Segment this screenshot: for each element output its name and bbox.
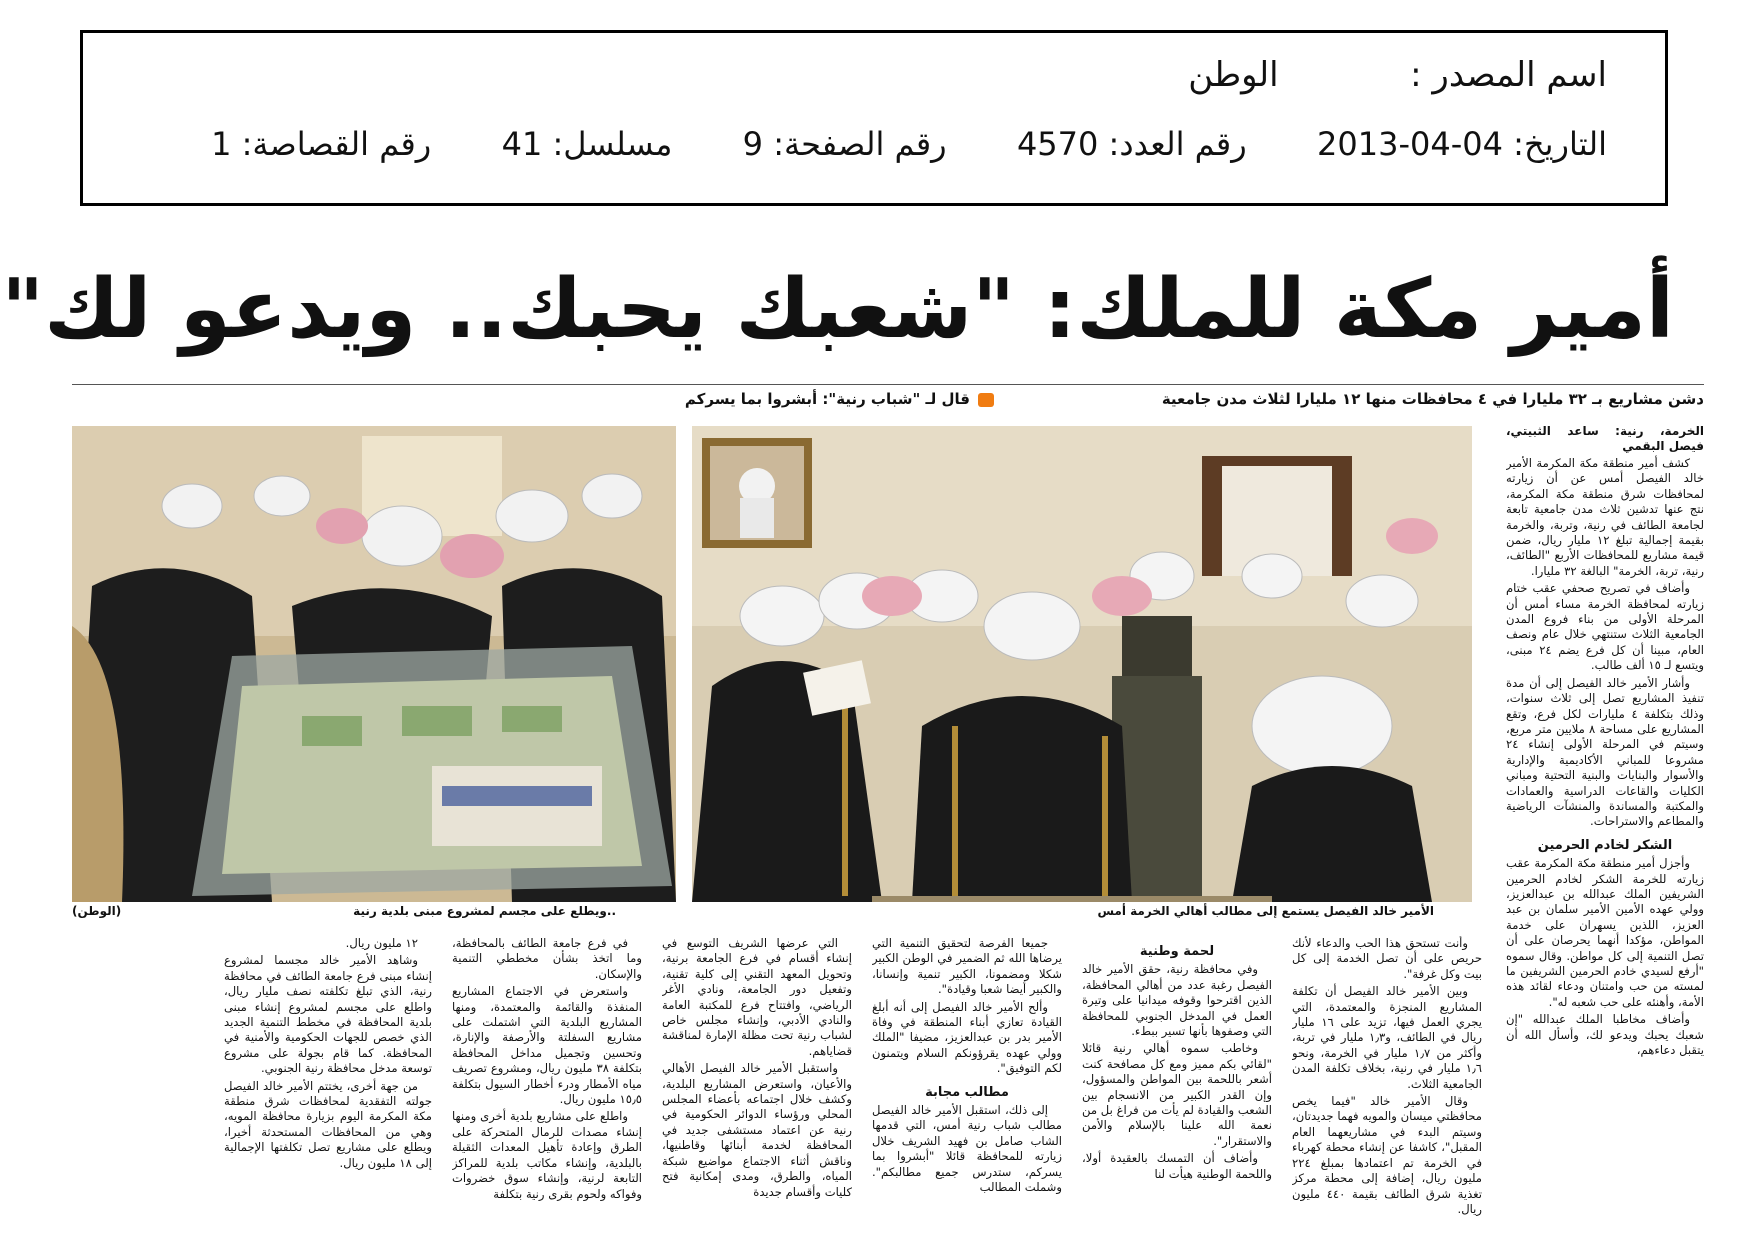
col4-para-1: جميعا الفرصة لتحقيق التنمية التي يرضاها الله ثم الضمير في الوطن الكبير شكلا ومضمونا، الكبير تنمية وإنسانا، والكبير أيضا شعبا وقيادة". — [872, 936, 1062, 997]
subhead-main: دشن مشاريع بـ ٣٢ مليارا في ٤ محافظات منها ١٢ مليارا لثلاث مدن جامعية — [1161, 390, 1704, 408]
page-field: رقم الصفحة: 9 — [742, 125, 947, 163]
caption-left-photo: ..ويطلع على مجسم لمشروع مبنى بلدية رنية — [353, 904, 616, 918]
col1-para-3: وأشار الأمير خالد الفيصل إلى أن مدة تنفيذ المشاريع تصل إلى ثلاث سنوات، وذلك بتكلفة ٤ مليارات لكل فرع، وتقع المشاريع على مساحة ٨ ملايين متر مربع، وسيتم في المرحلة الأولى إنشاء ٢٤ مشروعا للمباني الأكاديمية والإدارية والأسوار والبنايات والبنية التحتية ومباني الكليات والقاعات الدراسية والعمادات والمكتبة والمساندة والمنشآت الرياضية والمطاعم والاستراحات. — [1506, 675, 1704, 829]
photo-meeting-khurmah — [692, 426, 1472, 902]
clipping-field: رقم القصاصة: 1 — [211, 125, 432, 163]
caption-right-photo: الأمير خالد الفيصل يستمع إلى مطالب أهالي الخرمة أمس — [1097, 904, 1434, 918]
top-rule — [72, 384, 1704, 385]
article-column-2 — [1292, 936, 1482, 1226]
col4-para-2: وألح الأمير خالد الفيصل إلى أنه أبلغ القيادة تعازي أبناء المنطقة في وفاة الأمير بدر بن عبدالعزيز، مضيفا "الملك وولي عهده يقرؤونكم السلام ويتمنون لكم التوفيق". — [872, 999, 1062, 1076]
col3-para-2: وخاطب سموه أهالي رنية قائلا "لقائي بكم مميز ومع كل مصافحة كنت أشعر باللحمة بين المواطن والمسؤول، وإن القدر الكبير من الانسجام بين الشعب والقيادة لم يأت من فراغ بل من نعمة الله علينا بالإسلام والأمن والاستقرار". — [1082, 1041, 1272, 1148]
photo-model-illustration — [72, 426, 676, 902]
col1-para-2: وأضاف في تصريح صحفي عقب ختام زيارته لمحافظة الخرمة مساء أمس أن المرحلة الأولى من بناء فروع المدن الجامعية الثلاث ستنتهي خلال عام ونصف العام، مبينا أن كل فرع يضم ٢٤ مبنى، ويتسع لـ ١٥ ألف طالب. — [1506, 581, 1704, 673]
col6-para-1: في فرع جامعة الطائف بالمحافظة، وما اتخذ بشأن مخططي التنمية والإسكان. — [452, 936, 642, 981]
source-value: الوطن — [1188, 55, 1279, 95]
col3-subheading: لحمة وطنية — [1139, 944, 1215, 959]
photo-meeting-illustration — [692, 426, 1472, 902]
photo-municipality-model — [72, 426, 676, 902]
byline: الخرمة، رنية: ساعد الثبيتي، فيصل البقمي — [1506, 424, 1704, 453]
col5-para-2: واستقبل الأمير خالد الفيصل الأهالي والأعيان، واستعرض المشاريع البلدية، وكشف خلال اجتماعه بأعضاء المجلس المحلي ورؤساء الدوائر الحكومية في رنية عن اعتماد مستشفى جديد في المحافظة لخدمة أبنائها وقاطنيها، وناقش أثناء الاجتماع مواضيع شبكة المياه، والطرق، ومدى إمكانية فتح كليات وأقسام جديدة — [662, 1061, 852, 1199]
col1-subheading: الشكر لخادم الحرمين — [1537, 837, 1673, 853]
col5-para-1: التي عرضها الشريف التوسع في إنشاء أقسام في فرع الجامعة برنية، وتحويل المعهد التقني إلى كلية تقنية، وتفعيل دور الجامعة، ونادي الأغر الرياضي، وافتتاح فرع للمكتبة العامة والنادي الأدبي، وإنشاء مجلس خاص لشباب رنية تحت مظلة الإمارة لمناقشة قضاياهم. — [662, 936, 852, 1058]
col2-para-3: وقال الأمير خالد "فيما يخص محافظتي ميسان والمويه فهما جديدتان، وسيتم البدء في مشاريعهما العام المقبل"، كاشفا عن إنشاء محطة كهرباء في الخرمة تم اعتمادها بمبلغ ٢٢٤ مليون ريال، إضافة إلى محطة مركز تغذية شرق الطائف بقيمة ٤٤٠ مليون ريال. — [1292, 1094, 1482, 1216]
article-column-7 — [224, 936, 432, 1226]
col7-para-2: وشاهد الأمير خالد مجسما لمشروع إنشاء مبنى فرع جامعة الطائف في محافظة رنية، الذي تبلغ تكلفته نصف مليار ريال، واطلع على مجسم لمشروع إنشاء مبنى بلدية المحافظة في مخطط التنمية الجديد الذي خصص للجهات الحكومية والأمنية في المحافظة. كما قام بجولة على مشروع توسعة مدخل محافظة رنية الجنوبي. — [224, 953, 432, 1076]
article-headline: أمير مكة للملك: "شعبك يحبك.. ويدعو لك" — [1, 262, 1674, 357]
source-label: اسم المصدر : — [1410, 55, 1607, 95]
serial-field: مسلسل: 41 — [501, 125, 673, 163]
col7-para-3: من جهة أخرى، يختتم الأمير خالد الفيصل جولته التفقدية لمحافظات شرق منطقة مكة المكرمة اليوم بزيارة محافظة المويه، وهي من المحافظات المستحدثة أخيرا، ويطلع على مشاريع تصل تكلفتها الإجمالية إلى ١٨ مليون ريال. — [224, 1078, 432, 1170]
issue-field: رقم العدد: 4570 — [1016, 125, 1247, 163]
col4b-para-1: إلى ذلك، استقبل الأمير خالد الفيصل مطالب شباب رنية أمس، التي قدمها الشاب صامل بن فهيد الشريف خلال زيارته للمحافظة قائلا "أبشروا بما يسركم، ستدرس جميع مطالبكم". وشملت المطالب — [872, 1103, 1062, 1195]
article-column-1 — [1506, 424, 1704, 1224]
col1b-para-2: وأضاف مخاطبا الملك عبدالله "إن شعبك يحبك ويدعو لك، وأسأل الله أن يتقبل دعاءهم، — [1506, 1012, 1704, 1058]
article-column-6 — [452, 936, 642, 1226]
col3-para-1: وفي محافظة رنية، حقق الأمير خالد الفيصل رغبة عدد من أهالي المحافظة، الذين اقترحوا وقوفه ميدانيا على وتيرة العمل في المدخل الجنوبي للمحافظة التي وصفوها بأنها تسير ببطء. — [1082, 962, 1272, 1039]
col1b-para-1: وأجزل أمير منطقة مكة المكرمة عقب زيارته للخرمة الشكر لخادم الحرمين الشريفين الملك عبدالله بن عبدالعزيز، وولي عهده الأمين الأمير سلمان بن عبد العزيز، اللذين يسهران على خدمة المواطن، مؤكدا أنهما يحرصان على أن تصل التنمية إلى كل مواطن. وقال سموه "أرفع لسيدي خادم الحرمين الشريفين ما لمسته من حب وامتنان ودعاء لقائد هذه الأمة، وأهنئه على حب شعبه له". — [1506, 856, 1704, 1009]
orange-bullet-icon — [978, 393, 994, 407]
col1-para-1: كشف أمير منطقة مكة المكرمة الأمير خالد الفيصل أمس عن أن زيارته لمحافظات شرق منطقة مكة المكرمة، نتج عنها تدشين ثلاث مدن جامعية تابعة لجامعة الطائف في رنية، وتربة، والخرمة بقيمة إجمالية تبلغ ١٢ مليار ريال، ضمن قيمة مشاريع للمحافظات الأربع "الطائف، رنية، تربة، الخرمة" البالغة ٣٢ مليارا. — [1506, 456, 1704, 578]
article-column-5 — [662, 936, 852, 1226]
col4-subheading: مطالب مجابة — [925, 1084, 1009, 1100]
article-column-3 — [1082, 936, 1272, 1226]
clipping-header-box — [80, 30, 1668, 206]
meta-row — [211, 125, 1607, 163]
subhead-side — [685, 390, 994, 408]
date-field: التاريخ: 04-04-2013 — [1317, 125, 1607, 163]
col6-para-3: واطلع على مشاريع بلدية أخرى ومنها إنشاء مصدات للرمال المتحركة على الطرق وإعادة تأهيل المعدات الثقيلة بالبلدية، وإنشاء مكاتب بلدية للمراكز التابعة لرنية، وإنشاء سوق خضروات وفواكه ولحوم بقرى رنية بتكلفة — [452, 1109, 642, 1201]
subhead-side-text: قال لـ "شباب رنية": أبشروا بما يسركم — [684, 390, 970, 408]
col2-para-1: وأنت تستحق هذا الحب والدعاء لأنك حريص على أن تصل الخدمة إلى كل بيت وكل غرفة". — [1292, 936, 1482, 981]
col6-para-2: واستعرض في الاجتماع المشاريع المنفذة والقائمة والمعتمدة، ومنها المشاريع البلدية التي اشتملت على مشاريع السفلتة والأرصفة والإنارة، وتحسين وتجميل مداخل المحافظة بتكلفة ٣٨ مليون ريال، ومشروع تصريف مياه الأمطار ودرء أخطار السيول بتكلفة ١٥٫٥ مليون ريال. — [452, 984, 642, 1107]
col7-para-1: ١٢ مليون ريال. — [345, 936, 418, 950]
source-row — [1188, 55, 1607, 95]
col2-para-2: وبين الأمير خالد الفيصل أن تكلفة المشاريع المنجزة والمعتمدة، التي يجري العمل فيها، تزيد على ١٦ مليار ريال في الطائف، و١٫٣ مليار في تربة، وأكثر من ١٫٧ مليار في الخرمة، ونحو ١٫٦ مليار في رنية، بخلاف تكلفة المدن الجامعية الثلاث. — [1292, 984, 1482, 1091]
photo-credit: (الوطن) — [72, 904, 122, 918]
col3-para-3: وأضاف أن التمسك بالعقيدة أولا، واللحمة الوطنية هيأت لنا — [1082, 1151, 1272, 1181]
article-column-4 — [872, 936, 1062, 1226]
